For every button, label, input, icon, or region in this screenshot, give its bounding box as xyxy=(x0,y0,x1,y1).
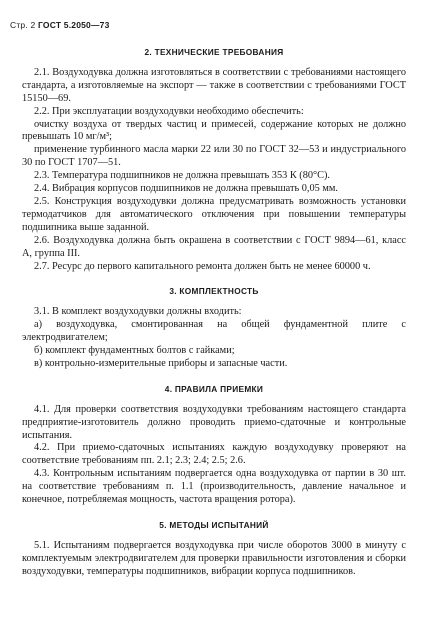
document-body xyxy=(22,46,406,579)
standard-number: ГОСТ 5.2050—73 xyxy=(37,20,110,30)
list-item: в) контрольно-измерительные приборы и запасные части. xyxy=(34,357,288,369)
paragraph: 2.3. Температура подшипников не должна превышать 353 К (80°С). xyxy=(34,170,330,182)
section-heading: 3. КОМПЛЕКТНОСТЬ xyxy=(169,286,259,297)
paragraph: 4.2. При приемо-сдаточных испытаниях каждую воздуходувку проверяют на соответствие требованиям пп. 2.1; 2.3; 2.4; 2.5; 2.6. xyxy=(22,442,406,467)
paragraph: очистку воздуха от твердых частиц и примесей, содержание которых не должно превышать 10 мг/м³; xyxy=(22,118,406,143)
section-heading: 2. ТЕХНИЧЕСКИЕ ТРЕБОВАНИЯ xyxy=(144,47,284,57)
paragraph: применение турбинного масла марки 22 или 30 по ГОСТ 32—53 и индустриального 30 по ГОСТ 1707—51. xyxy=(22,144,406,169)
paragraph: 2.1. Воздуходувка должна изготовляться в соответствии с требованиями настоящего стандарта, а изготовляемые на экспорт — также в соответствии с требованиями ГОСТ 15150—69. xyxy=(22,66,406,104)
list-item: а) воздуходувка, смонтированная на общей фундаментной плите с электродвигателем; xyxy=(22,319,406,344)
paragraph: 3.1. В комплект воздуходувки должны входить: xyxy=(34,306,242,318)
paragraph: 4.1. Для проверки соответствия воздуходувки требованиям настоящего стандарта предприятие-изготовитель должно проводить приемо-сдаточные и контрольные испытания. xyxy=(22,403,406,441)
paragraph: 2.2. При эксплуатации воздуходувки необходимо обеспечить: xyxy=(34,105,304,117)
section-heading: 4. ПРАВИЛА ПРИЕМКИ xyxy=(164,383,264,394)
paragraph: 4.3. Контрольным испытаниям подвергается одна воздуходувка от партии в 30 шт. на соответствие требованиям п. 1.1 (производительность, давление начальное и конечное, потребляемая мощность, частота вращения ротора). xyxy=(22,468,406,506)
paragraph: 5.1. Испытаниям подвергается воздуходувка при числе оборотов 3000 в минуту с комплектуемым электродвигателем для проверки правильности изготовления и сборки воздуходувки, температуры подшипников, вибрации корпуса подшипников. xyxy=(22,539,406,577)
paragraph: 2.5. Конструкция воздуходувки должна предусматривать возможность установки термодатчиков для автоматического отключения при повышении температуры подшипника выше заданной. xyxy=(22,195,406,233)
list-item: б) комплект фундаментных болтов с гайками; xyxy=(34,345,235,357)
section-heading: 5. МЕТОДЫ ИСПЫТАНИЙ xyxy=(159,520,269,530)
paragraph: 2.7. Ресурс до первого капитального ремонта должен быть не менее 60000 ч. xyxy=(34,260,371,272)
paragraph: 2.4. Вибрация корпусов подшипников не должна превышать 0,05 мм. xyxy=(34,183,338,195)
page-label: Стр. 2 xyxy=(10,20,38,30)
paragraph: 2.6. Воздуходувка должна быть окрашена в соответствии с ГОСТ 9894—61, класс А, группа III. xyxy=(22,234,406,259)
page-header xyxy=(10,20,110,30)
